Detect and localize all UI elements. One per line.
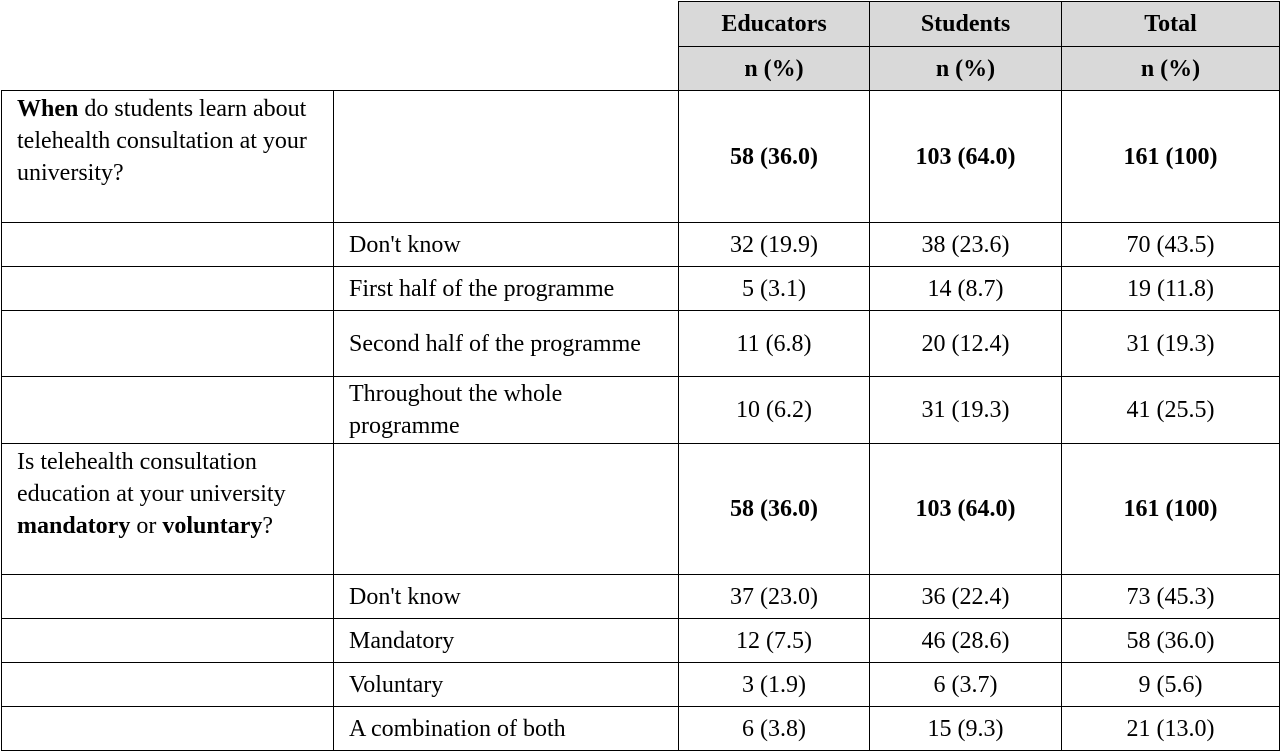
col-header-students: Students xyxy=(870,2,1062,47)
value-students: 31 (19.3) xyxy=(870,377,1062,444)
answer-spacer-cell xyxy=(2,377,334,444)
value-educators: 5 (3.1) xyxy=(679,267,870,311)
answer-label: A combination of both xyxy=(334,707,679,751)
value-total: 58 (36.0) xyxy=(1062,619,1280,663)
value-students: 36 (22.4) xyxy=(870,575,1062,619)
question-text xyxy=(2,444,334,575)
answer-row xyxy=(2,311,1280,377)
total-educators: 58 (36.0) xyxy=(679,91,870,223)
results-table xyxy=(1,1,1280,751)
value-total: 41 (25.5) xyxy=(1062,377,1280,444)
answer-spacer-cell xyxy=(2,223,334,267)
value-students: 46 (28.6) xyxy=(870,619,1062,663)
answer-label: Second half of the programme xyxy=(334,311,679,377)
question-row xyxy=(2,91,1280,223)
total-educators: 58 (36.0) xyxy=(679,444,870,575)
value-educators: 32 (19.9) xyxy=(679,223,870,267)
total-total: 161 (100) xyxy=(1062,91,1280,223)
answer-row xyxy=(2,575,1280,619)
unit-total: n (%) xyxy=(1062,47,1280,91)
value-educators: 11 (6.8) xyxy=(679,311,870,377)
value-total: 70 (43.5) xyxy=(1062,223,1280,267)
question-text-part: do students learn about telehealth consultation at your university? xyxy=(17,96,307,186)
value-students: 6 (3.7) xyxy=(870,663,1062,707)
answer-spacer-cell xyxy=(2,311,334,377)
answer-spacer-cell xyxy=(2,267,334,311)
col-header-educators: Educators xyxy=(679,2,870,47)
answer-spacer-cell xyxy=(2,663,334,707)
value-total: 19 (11.8) xyxy=(1062,267,1280,311)
total-total: 161 (100) xyxy=(1062,444,1280,575)
answer-row xyxy=(2,267,1280,311)
question-spacer-cell xyxy=(334,91,679,223)
answer-label: Mandatory xyxy=(334,619,679,663)
value-students: 38 (23.6) xyxy=(870,223,1062,267)
answer-label: Don't know xyxy=(334,223,679,267)
question-text xyxy=(2,91,334,223)
answer-label: First half of the programme xyxy=(334,267,679,311)
question-text-part: or xyxy=(130,513,163,539)
total-students: 103 (64.0) xyxy=(870,91,1062,223)
answer-row xyxy=(2,707,1280,751)
answer-row xyxy=(2,377,1280,444)
answer-spacer-cell xyxy=(2,707,334,751)
question-emphasis: When xyxy=(17,96,79,122)
value-educators: 10 (6.2) xyxy=(679,377,870,444)
answer-row xyxy=(2,619,1280,663)
value-students: 20 (12.4) xyxy=(870,311,1062,377)
value-total: 31 (19.3) xyxy=(1062,311,1280,377)
answer-row xyxy=(2,223,1280,267)
header-blank-cell xyxy=(2,2,679,91)
question-spacer-cell xyxy=(334,444,679,575)
question-text-part: Is telehealth consultation education at your university xyxy=(17,449,286,507)
value-educators: 6 (3.8) xyxy=(679,707,870,751)
value-students: 15 (9.3) xyxy=(870,707,1062,751)
question-row xyxy=(2,444,1280,575)
value-educators: 12 (7.5) xyxy=(679,619,870,663)
value-students: 14 (8.7) xyxy=(870,267,1062,311)
col-header-total: Total xyxy=(1062,2,1280,47)
value-educators: 37 (23.0) xyxy=(679,575,870,619)
answer-label: Don't know xyxy=(334,575,679,619)
header-row xyxy=(2,2,1280,47)
question-emphasis: voluntary xyxy=(162,513,263,539)
answer-row xyxy=(2,663,1280,707)
answer-label: Voluntary xyxy=(334,663,679,707)
answer-spacer-cell xyxy=(2,619,334,663)
value-total: 9 (5.6) xyxy=(1062,663,1280,707)
question-text-part: ? xyxy=(262,513,274,539)
value-educators: 3 (1.9) xyxy=(679,663,870,707)
unit-students: n (%) xyxy=(870,47,1062,91)
value-total: 73 (45.3) xyxy=(1062,575,1280,619)
answer-label: Throughout the whole programme xyxy=(334,377,679,444)
unit-educators: n (%) xyxy=(679,47,870,91)
answer-spacer-cell xyxy=(2,575,334,619)
question-emphasis: mandatory xyxy=(17,513,131,539)
total-students: 103 (64.0) xyxy=(870,444,1062,575)
value-total: 21 (13.0) xyxy=(1062,707,1280,751)
